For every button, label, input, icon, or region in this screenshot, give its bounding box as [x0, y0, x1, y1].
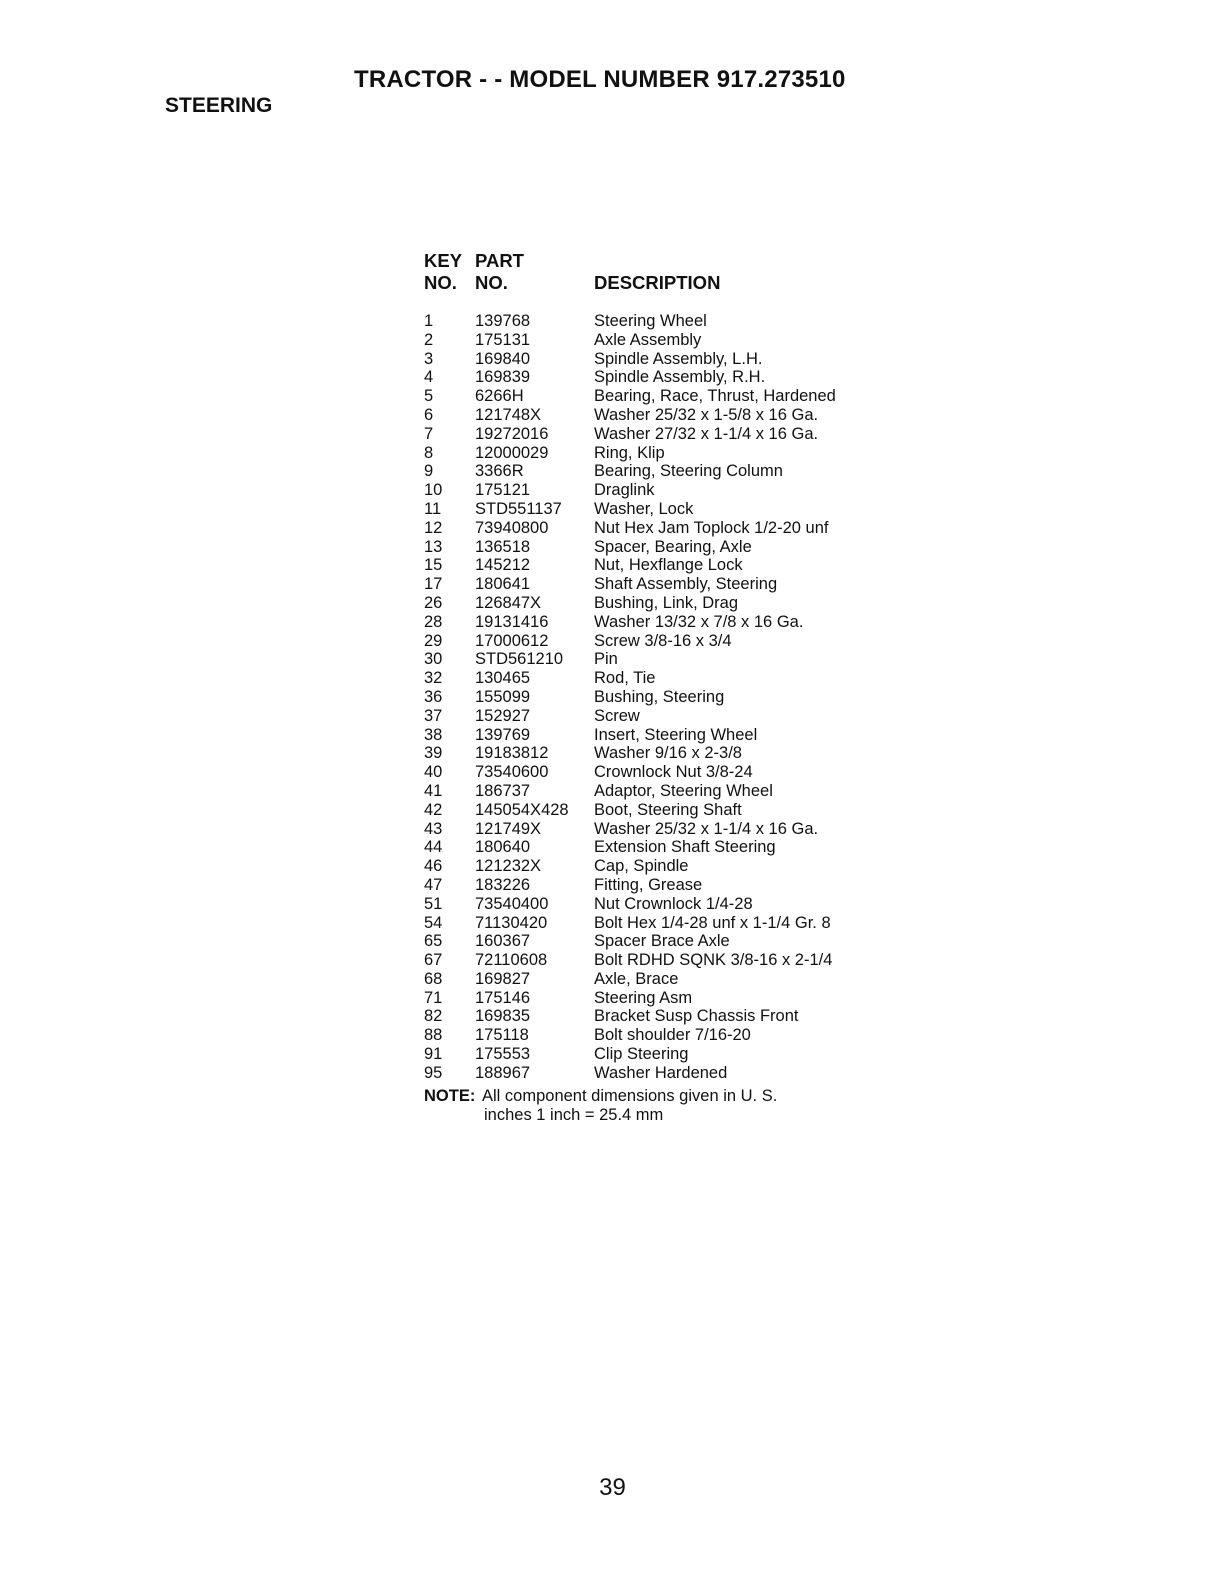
part-row: [424, 895, 836, 914]
parts-list: [424, 250, 836, 1083]
part-row: [424, 763, 836, 782]
key-number: 68: [424, 969, 443, 988]
part-description: Shaft Assembly, Steering: [594, 575, 778, 594]
section-heading: STEERING: [165, 94, 273, 117]
page-title: TRACTOR - - MODEL NUMBER 917.273510: [354, 66, 846, 93]
part-row: [424, 932, 836, 951]
key-number: 15: [424, 556, 443, 575]
key-number: 29: [424, 631, 443, 650]
part-description: Fitting, Grease: [594, 875, 703, 894]
part-description: Insert, Steering Wheel: [594, 725, 758, 744]
note: [424, 1087, 777, 1125]
key-number: 2: [424, 330, 434, 349]
part-number: 121232X: [475, 857, 542, 876]
key-number: 4: [424, 368, 434, 387]
part-description: Spindle Assembly, L.H.: [594, 349, 763, 368]
part-row: [424, 857, 836, 876]
parts-rows: [424, 312, 836, 1083]
key-number: 3: [424, 349, 434, 368]
part-row: [424, 876, 836, 895]
part-number: 19183812: [475, 744, 549, 763]
key-number: 47: [424, 875, 443, 894]
part-row: [424, 632, 836, 651]
part-row: [424, 707, 836, 726]
part-row: [424, 350, 836, 369]
part-row: [424, 1026, 836, 1045]
key-number: 26: [424, 593, 443, 612]
part-description: Bolt shoulder 7/16-20: [594, 1026, 751, 1045]
part-number: 130465: [475, 669, 531, 688]
part-number: 175121: [475, 481, 531, 500]
part-row: [424, 556, 836, 575]
part-description: Washer 25/32 x 1-1/4 x 16 Ga.: [594, 819, 819, 838]
part-row: [424, 312, 836, 331]
part-row: [424, 838, 836, 857]
key-number: 44: [424, 838, 443, 857]
key-number: 9: [424, 462, 434, 481]
key-number: 10: [424, 481, 443, 500]
part-row: [424, 368, 836, 387]
part-number: 180640: [475, 838, 531, 857]
part-description: Spindle Assembly, R.H.: [594, 368, 766, 387]
part-description: Washer Hardened: [594, 1063, 728, 1082]
part-description: Cap, Spindle: [594, 857, 689, 876]
part-description: Bushing, Steering: [594, 687, 725, 706]
key-number: 36: [424, 687, 443, 706]
part-row: [424, 1007, 836, 1026]
part-number: 12000029: [475, 443, 549, 462]
part-number: 175553: [475, 1045, 531, 1064]
part-number: 169835: [475, 1007, 531, 1026]
part-row: [424, 989, 836, 1008]
key-number: 54: [424, 913, 443, 932]
key-number: 7: [424, 424, 434, 443]
part-description: Bracket Susp Chassis Front: [594, 1007, 799, 1026]
part-number: STD561210: [475, 650, 564, 669]
part-number: 145054X428: [475, 800, 569, 819]
part-number: 160367: [475, 932, 531, 951]
part-description: Axle Assembly: [594, 330, 702, 349]
description-header: DESCRIPTION: [594, 272, 721, 293]
part-number: 19272016: [475, 424, 549, 443]
key-number: 8: [424, 443, 434, 462]
part-description: Axle, Brace: [594, 969, 679, 988]
part-row: [424, 481, 836, 500]
part-number: 139768: [475, 312, 531, 330]
part-row: [424, 669, 836, 688]
part-description: Clip Steering: [594, 1045, 689, 1064]
key-number: 13: [424, 537, 443, 556]
part-description: Adaptor, Steering Wheel: [594, 781, 773, 800]
key-number: 88: [424, 1026, 443, 1045]
part-number: 121748X: [475, 405, 542, 424]
part-description: Spacer Brace Axle: [594, 932, 730, 951]
key-number: 28: [424, 612, 443, 631]
note-label: NOTE:: [424, 1087, 476, 1105]
part-description: Screw: [594, 706, 640, 725]
key-number: 95: [424, 1063, 443, 1082]
key-number: 51: [424, 894, 443, 913]
part-number: 183226: [475, 875, 531, 894]
key-number: 46: [424, 857, 443, 876]
part-description: Screw 3/8-16 x 3/4: [594, 631, 732, 650]
part-row: [424, 650, 836, 669]
key-header-line2: NO.: [424, 272, 457, 293]
part-description: Draglink: [594, 481, 655, 500]
part-row: [424, 914, 836, 933]
key-number: 42: [424, 800, 443, 819]
part-number: 175146: [475, 988, 531, 1007]
part-row: [424, 500, 836, 519]
page-number: 39: [599, 1474, 626, 1501]
part-row: [424, 801, 836, 820]
part-description: Washer 25/32 x 1-5/8 x 16 Ga.: [594, 405, 819, 424]
part-row: [424, 575, 836, 594]
part-number: 175131: [475, 330, 531, 349]
key-number: 41: [424, 781, 443, 800]
key-number: 6: [424, 405, 434, 424]
part-description: Steering Wheel: [594, 312, 707, 330]
key-number: 65: [424, 932, 443, 951]
part-number: 73540600: [475, 763, 549, 782]
key-number: 71: [424, 988, 443, 1007]
key-number: 37: [424, 706, 443, 725]
part-description: Bolt RDHD SQNK 3/8-16 x 2-1/4: [594, 951, 833, 970]
part-row: [424, 613, 836, 632]
key-number: 91: [424, 1045, 443, 1064]
column-header-row-1: [424, 250, 836, 272]
part-description: Ring, Klip: [594, 443, 665, 462]
part-number: 155099: [475, 687, 531, 706]
part-number: 139769: [475, 725, 531, 744]
part-number: 6266H: [475, 387, 524, 406]
part-row: [424, 726, 836, 745]
part-description: Nut Crownlock 1/4-28: [594, 894, 753, 913]
part-description: Extension Shaft Steering: [594, 838, 776, 857]
key-number: 5: [424, 387, 434, 406]
part-number: 169840: [475, 349, 531, 368]
part-row: [424, 782, 836, 801]
part-number: 152927: [475, 706, 531, 725]
note-line2: inches 1 inch = 25.4 mm: [484, 1106, 664, 1124]
part-number: 175118: [475, 1026, 529, 1045]
part-number: 188967: [475, 1063, 531, 1082]
part-row: [424, 387, 836, 406]
part-description: Bearing, Race, Thrust, Hardened: [594, 387, 836, 406]
part-row: [424, 444, 836, 463]
part-row: [424, 688, 836, 707]
part-description: Nut Hex Jam Toplock 1/2-20 unf: [594, 518, 829, 537]
key-number: 67: [424, 951, 443, 970]
part-number: 19131416: [475, 612, 549, 631]
column-header-row-2: [424, 272, 836, 294]
part-number: STD551137: [475, 499, 562, 518]
key-number: 39: [424, 744, 443, 763]
key-number: 12: [424, 518, 443, 537]
part-number: 145212: [475, 556, 531, 575]
part-row: [424, 970, 836, 989]
part-number: 73940800: [475, 518, 549, 537]
part-number: 3366R: [475, 462, 524, 481]
part-description: Washer, Lock: [594, 499, 694, 518]
part-number: 17000612: [475, 631, 549, 650]
part-number: 121749X: [475, 819, 542, 838]
part-header-line1: PART: [475, 250, 524, 271]
part-description: Washer 27/32 x 1-1/4 x 16 Ga.: [594, 424, 819, 443]
note-line1: All component dimensions given in U. S.: [482, 1087, 778, 1105]
key-number: 40: [424, 763, 443, 782]
part-description: Pin: [594, 650, 618, 669]
key-number: 38: [424, 725, 443, 744]
part-number: 72110608: [475, 951, 548, 970]
key-number: 32: [424, 669, 443, 688]
part-header-line2: NO.: [475, 272, 508, 293]
part-description: Spacer, Bearing, Axle: [594, 537, 752, 556]
key-header-line1: KEY: [424, 250, 463, 271]
part-number: 71130420: [475, 913, 548, 932]
part-description: Bushing, Link, Drag: [594, 593, 738, 612]
key-number: 11: [424, 499, 442, 518]
key-number: 43: [424, 819, 443, 838]
key-number: 1: [424, 312, 434, 330]
part-row: [424, 406, 836, 425]
part-description: Rod, Tie: [594, 669, 656, 688]
key-number: 17: [424, 575, 443, 594]
part-description: Crownlock Nut 3/8-24: [594, 763, 753, 782]
part-number: 169827: [475, 969, 531, 988]
part-description: Steering Asm: [594, 988, 693, 1007]
part-description: Nut, Hexflange Lock: [594, 556, 743, 575]
key-number: 30: [424, 650, 443, 669]
part-row: [424, 820, 836, 839]
part-row: [424, 462, 836, 481]
part-row: [424, 594, 836, 613]
part-description: Bearing, Steering Column: [594, 462, 783, 481]
part-row: [424, 744, 836, 763]
part-row: [424, 519, 836, 538]
part-number: 169839: [475, 368, 531, 387]
part-row: [424, 331, 836, 350]
part-number: 126847X: [475, 593, 542, 612]
part-row: [424, 425, 836, 444]
part-row: [424, 1045, 836, 1064]
part-row: [424, 538, 836, 557]
part-description: Bolt Hex 1/4-28 unf x 1-1/4 Gr. 8: [594, 913, 831, 932]
part-description: Washer 9/16 x 2-3/8: [594, 744, 742, 763]
part-number: 136518: [475, 537, 531, 556]
part-number: 186737: [475, 781, 531, 800]
key-number: 82: [424, 1007, 443, 1026]
part-row: [424, 1064, 836, 1083]
part-row: [424, 951, 836, 970]
part-number: 180641: [475, 575, 531, 594]
part-description: Boot, Steering Shaft: [594, 800, 742, 819]
part-number: 73540400: [475, 894, 549, 913]
part-description: Washer 13/32 x 7/8 x 16 Ga.: [594, 612, 804, 631]
